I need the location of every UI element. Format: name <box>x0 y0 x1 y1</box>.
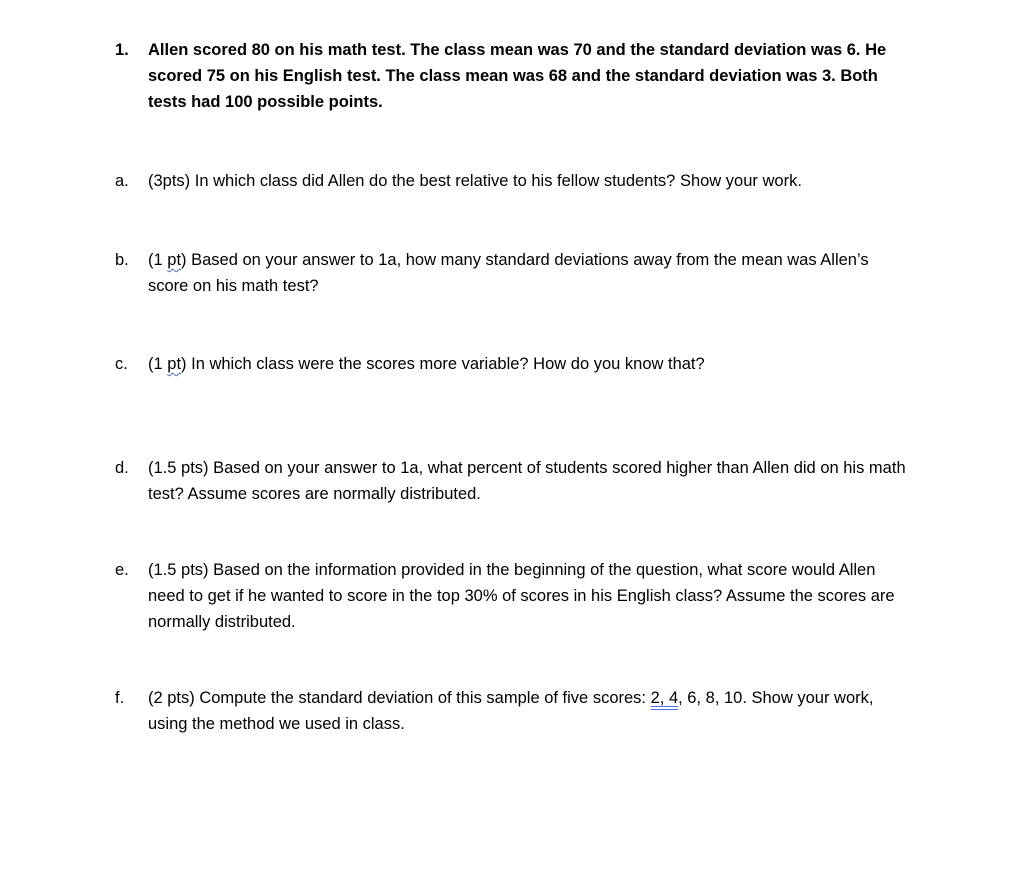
question-text: Allen scored 80 on his math test. The class mean was 70 and the standard deviation was 6. He scored 75 on his English test. The class mean was 68 and the standard deviation was 3. Both tests had 100 possible points. <box>148 41 887 111</box>
part-letter: b. <box>115 251 129 269</box>
question-number: 1. <box>115 41 129 59</box>
part-text-pre: (1 <box>148 251 168 269</box>
part-text: (1.5 pts) Based on your answer to 1a, what percent of students scored higher than Allen did on his math test? Assume scores are normally distributed. <box>148 459 906 503</box>
part-text-post: ) In which class were the scores more variable? How do you know that? <box>181 355 705 373</box>
part-letter: a. <box>115 172 129 190</box>
part-letter: d. <box>115 459 129 477</box>
part-text: (1.5 pts) Based on the information provided in the beginning of the question, what score would Allen need to get if he wanted to score in the top 30% of scores in his English class? Assume the scores are normally distributed. <box>148 561 895 631</box>
grammar-marked-text: 2, 4 <box>650 689 679 707</box>
part-text: (3pts) In which class did Allen do the best relative to his fellow students? Show your work. <box>148 172 802 190</box>
part-letter: f. <box>115 689 125 707</box>
part-text-pre: (2 pts) Compute the standard deviation of this sample of five scores: <box>148 689 651 707</box>
part-text-post: ) Based on your answer to 1a, how many standard deviations away from the mean was Allen’s score on his math test? <box>148 251 869 295</box>
part-text-post: , 6, 8, 10. Show your work, using the method we used in class. <box>148 689 874 733</box>
part-letter: e. <box>115 561 129 579</box>
spellcheck-marked-word: pt <box>167 355 182 373</box>
spellcheck-marked-word: pt <box>167 251 182 269</box>
part-text <box>148 247 908 299</box>
part-text-pre: (1 <box>148 355 168 373</box>
part-text <box>148 351 908 377</box>
part-letter: c. <box>115 355 128 373</box>
part-text <box>148 685 908 737</box>
